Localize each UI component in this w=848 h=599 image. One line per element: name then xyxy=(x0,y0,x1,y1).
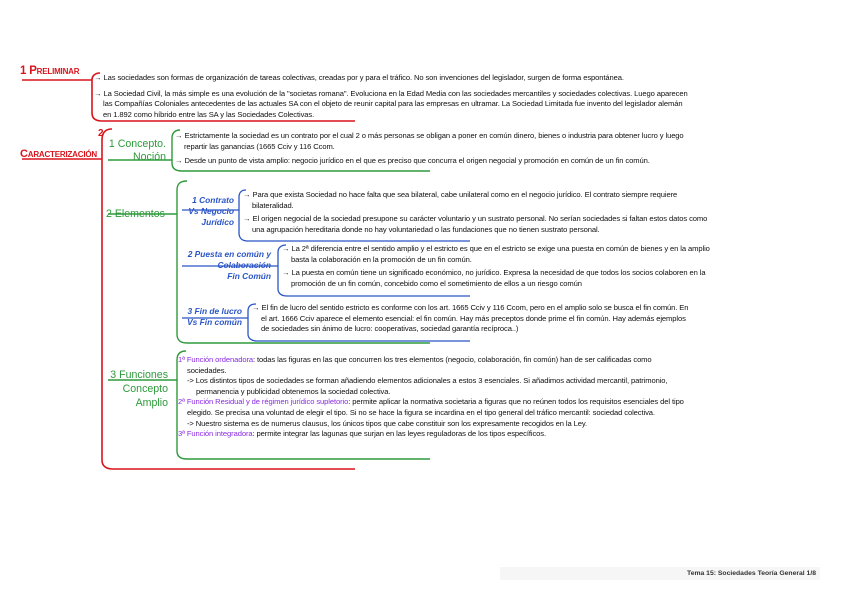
funcion-integradora xyxy=(178,429,838,440)
text-line: → Estrictamente la sociedad es un contrato por el cual 2 o más personas se obligan a poner en común dinero, bienes o industria para obtener lucro y luego xyxy=(175,131,684,140)
funcion-title: Función ordenadora xyxy=(186,355,254,364)
footer-text: Tema 15: Sociedades Teoría General 1/8 xyxy=(687,570,816,577)
heading-line: 1 Contrato xyxy=(192,195,234,205)
section-title: Preliminar xyxy=(29,65,80,77)
text-line: → La puesta en común tiene un significado económico, no jurídico. Expresa la necesidad de que todos los socios colaboren en la xyxy=(282,268,706,278)
heading-line: 3 Funciones xyxy=(110,369,168,381)
heading-line: Vs Negocio xyxy=(188,206,234,216)
contrato-heading xyxy=(172,195,234,228)
funcion-number: 3ª xyxy=(178,429,185,439)
text-line: → Desde un punto de vista amplio: negocio jurídico en el que es preciso que concurra el origen negocial y promoción en común de un fin común. xyxy=(175,156,650,166)
text-line: promoción de un fin común, concebido como el sometimiento de ellos a un riesgo común xyxy=(291,278,582,288)
puesta-heading xyxy=(172,249,271,282)
funciones-heading xyxy=(104,368,168,410)
text-line: basta la colaboración en la promoción de un fin común. xyxy=(291,254,472,264)
funcion-title: Función integradora xyxy=(186,429,253,439)
text-line: bilateralidad. xyxy=(252,200,294,210)
heading-line: Concepto xyxy=(122,383,168,395)
heading-line: Noción xyxy=(133,151,166,163)
text-line: → Para que exista Sociedad no hace falta que sea bilateral, cabe unilateral como en el negocio jurídico. El contrato siempre requiere xyxy=(243,190,678,199)
funcion-text: : permite aplicar la normativa societaria a figuras que no reúnen todos los requisitos esenciales del tipo xyxy=(348,397,684,407)
text-line: una agrupación hereditaria donde no hay voluntariedad o las fundaciones que no tienen sustrato personal. xyxy=(252,224,600,234)
text-line: permanencia y publicidad obtenemos la sociedad colectiva. xyxy=(196,386,391,396)
lucro-heading xyxy=(172,306,242,328)
heading-line: Jurídico xyxy=(201,217,234,227)
heading-line: Colaboración xyxy=(217,260,271,270)
funcion-ordenadora xyxy=(178,355,838,366)
heading-line: Fin Común xyxy=(227,271,271,281)
funciones-text xyxy=(178,355,838,440)
nocion-heading xyxy=(106,138,166,164)
text-line: el art. 1666 Cciv aparece el elemento esencial: el fin común. Hay más preceptos donde prime el fin común. Hay además ejemplos xyxy=(261,313,686,323)
funcion-number: 2ª xyxy=(178,397,185,407)
section-number: 1 xyxy=(20,65,27,77)
funcion-text: : todas las figuras en las que concurren los tres elementos (negocio, colaboración, fin común) han de ser calificadas como xyxy=(253,355,652,364)
heading-line: Vs Fin común xyxy=(187,317,242,327)
text-line: -> Los distintos tipos de sociedades se forman añadiendo elementos adicionales a estos 3 esenciales. Si añadimos actividad mercantil, patrimonio, xyxy=(187,376,668,386)
section-number: 2 xyxy=(98,128,104,139)
heading-line: 3 Fin de lucro xyxy=(187,306,242,316)
heading-line: Amplio xyxy=(135,397,168,409)
text-line: de sociedades sin ánimo de lucro: cooperativas, sociedad garantía recíproca..) xyxy=(261,324,519,334)
text-line: → La 2ª diferencia entre el sentido amplio y el estricto es que en el estricto se exige una puesta en común de bienes y en la amplio xyxy=(282,244,710,253)
elementos-heading: 2 Elementos xyxy=(106,208,165,220)
funcion-text: : permite integrar las lagunas que surjan en las leyes reguladoras de los tipos específicos. xyxy=(252,429,546,439)
text-line: → La Sociedad Civil, la más simple es una evolución de la "societas romana". Evoluciona en la Edad Media con las sociedades mercantiles y sociedades colectivas. Luego aparecen xyxy=(94,88,688,98)
contrato-text xyxy=(243,190,835,235)
text-line: → El fin de lucro del sentido estricto es conforme con los art. 1665 Cciv y 116 Ccom, pero en el amplio solo se busca el fin común. En xyxy=(252,303,689,312)
puesta-text xyxy=(282,244,835,289)
preliminar-text xyxy=(94,73,834,120)
section-preliminar-heading xyxy=(20,65,79,77)
lucro-text xyxy=(252,303,835,335)
heading-line: 2 Puesta en común y xyxy=(187,249,271,259)
heading-line: 1 Concepto. xyxy=(108,138,166,150)
text-line: -> Nuestro sistema es de numerus clausus, los únicos tipos que cabe constituir son los expresamente recogidos en la Ley. xyxy=(187,418,588,428)
funcion-title: Función Residual y de régimen jurídico supletorio xyxy=(186,397,349,407)
section-caracterizacion-heading: Caracterización xyxy=(20,148,97,160)
text-line: las Compañías Coloniales antecedentes de las actuales SA con el objeto de reunir capital para las empresas en ultramar. La Sociedad Limitada fue invento del legislador alemán xyxy=(103,99,683,109)
text-line: repartir las ganancias (1665 Cciv y 116 Ccom. xyxy=(184,141,335,151)
funcion-residual xyxy=(178,397,838,408)
nocion-text xyxy=(175,131,835,167)
funcion-number: 1ª xyxy=(178,355,185,364)
text-line: → Las sociedades son formas de organización de tareas colectivas, creadas por y para el tráfico. No son invenciones del legislador, surgen de forma espontánea. xyxy=(94,73,624,82)
text-line: en 1.892 como híbrido entre las SA y las Sociedades Colectivas. xyxy=(103,109,315,119)
text-line: sociedades. xyxy=(187,365,227,375)
text-line: elegido. Se precisa una voluntad de elegir el tipo. Si no se hace la figura se incardina en el tipo general del tráfico mercantil: sociedad colectiva. xyxy=(187,407,655,417)
text-line: → El origen negocial de la sociedad presupone su carácter voluntario y un sustrato personal. No serían sociedades si faltan estos datos como xyxy=(243,214,708,224)
